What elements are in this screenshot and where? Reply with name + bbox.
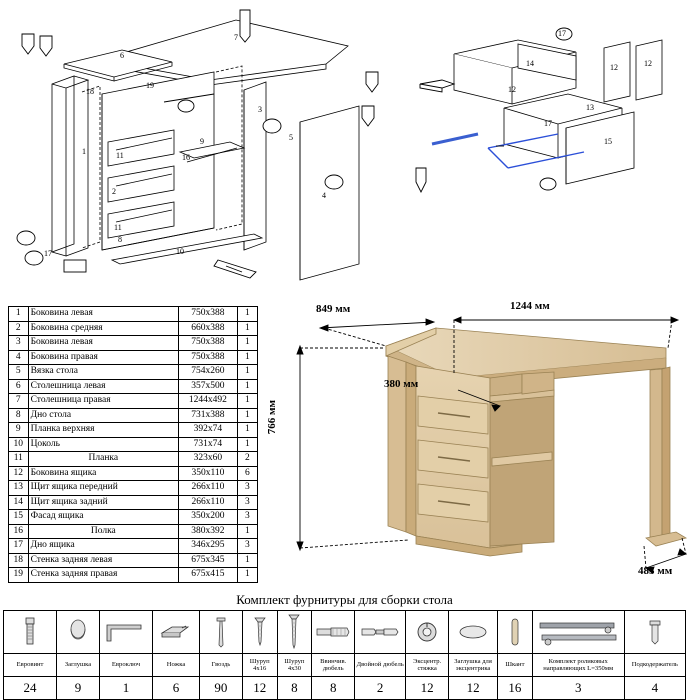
- hardware-kit-table: [3, 610, 686, 700]
- part-qty: 1: [237, 408, 257, 423]
- part-no: 4: [9, 350, 29, 365]
- dowel-icon: [498, 611, 533, 654]
- kit-item-name: Заглушка для эксцентрика: [449, 654, 498, 677]
- eccentric-icon: [406, 611, 449, 654]
- svg-text:15: 15: [604, 137, 612, 146]
- part-no: 15: [9, 510, 29, 525]
- part-name: Щит ящика передний: [28, 481, 178, 496]
- part-dim: 323x60: [179, 452, 238, 467]
- part-dim: 346x295: [179, 539, 238, 554]
- kit-item-qty: 8: [277, 677, 312, 700]
- part-dim: 266x110: [179, 495, 238, 510]
- table-row: [9, 437, 258, 452]
- screw-4x16-icon: [242, 611, 277, 654]
- part-name: Вязка стола: [28, 365, 178, 380]
- table-row: [9, 394, 258, 409]
- table-row: [9, 423, 258, 438]
- parts-table-body: [9, 307, 258, 583]
- part-no: 18: [9, 553, 29, 568]
- euro-screw-icon: [4, 611, 57, 654]
- kit-item-name: Заглушка: [57, 654, 100, 677]
- svg-text:17: 17: [558, 29, 566, 38]
- table-row: [9, 321, 258, 336]
- part-no: 6: [9, 379, 29, 394]
- part-qty: 3: [237, 495, 257, 510]
- part-dim: 1244x492: [179, 394, 238, 409]
- kit-item-qty: 90: [199, 677, 242, 700]
- part-no: 14: [9, 495, 29, 510]
- table-row: [9, 408, 258, 423]
- table-row: [9, 466, 258, 481]
- desk-inner-width-label: 380 мм: [384, 378, 419, 390]
- part-dim: 754x260: [179, 365, 238, 380]
- part-name: Боковина левая: [28, 307, 178, 322]
- kit-item-qty: 24: [4, 677, 57, 700]
- kit-item-name: Ножка: [153, 654, 200, 677]
- svg-text:18: 18: [86, 87, 94, 96]
- hardware-kit-title: Комплект фурнитуры для сборки стола: [236, 592, 453, 607]
- part-name: Стенка задняя правая: [28, 568, 178, 583]
- part-no: 7: [9, 394, 29, 409]
- drawer-exploded-svg: [408, 22, 686, 202]
- slide-rail-icon: [532, 611, 624, 654]
- part-qty: 1: [237, 307, 257, 322]
- kit-item-qty: 16: [498, 677, 533, 700]
- part-no: 13: [9, 481, 29, 496]
- part-name: Боковина ящика: [28, 466, 178, 481]
- desk-dimensioned-view: [258, 300, 688, 590]
- part-qty: 1: [237, 350, 257, 365]
- part-name: Щит ящика задний: [28, 495, 178, 510]
- desk-width-label: 1244 мм: [510, 300, 550, 312]
- part-no: 9: [9, 423, 29, 438]
- svg-text:8: 8: [118, 235, 122, 244]
- kit-item-qty: 4: [624, 677, 685, 700]
- kit-item-qty: 12: [449, 677, 498, 700]
- part-name: Стенка задняя левая: [28, 553, 178, 568]
- desk-depth-label: 849 мм: [316, 303, 351, 315]
- part-dim: 675x415: [179, 568, 238, 583]
- table-row: [9, 539, 258, 554]
- screw-4x30-icon: [277, 611, 312, 654]
- table-row: [9, 495, 258, 510]
- part-name: Цоколь: [28, 437, 178, 452]
- svg-text:11: 11: [114, 223, 122, 232]
- screw-in-dowel-icon: [312, 611, 355, 654]
- part-name: Дно стола: [28, 408, 178, 423]
- leg-icon: [153, 611, 200, 654]
- kit-item-qty: 12: [242, 677, 277, 700]
- svg-text:6: 6: [120, 51, 124, 60]
- part-dim: 357x500: [179, 379, 238, 394]
- table-row: [9, 336, 258, 351]
- part-qty: 1: [237, 336, 257, 351]
- svg-text:11: 11: [116, 151, 124, 160]
- part-no: 3: [9, 336, 29, 351]
- svg-text:9: 9: [200, 137, 204, 146]
- part-name: Планка верхняя: [28, 423, 178, 438]
- part-no: 2: [9, 321, 29, 336]
- part-name: Дно ящика: [28, 539, 178, 554]
- cabinet-exploded-svg: [4, 2, 404, 297]
- exploded-view-cabinet: [4, 2, 404, 297]
- part-qty: 3: [237, 539, 257, 554]
- svg-text:7: 7: [234, 33, 238, 42]
- svg-text:2: 2: [112, 187, 116, 196]
- part-qty: 2: [237, 452, 257, 467]
- part-qty: 1: [237, 423, 257, 438]
- part-qty: 1: [237, 437, 257, 452]
- table-row: [9, 350, 258, 365]
- kit-item-qty: 9: [57, 677, 100, 700]
- part-dim: 350x110: [179, 466, 238, 481]
- nail-icon: [199, 611, 242, 654]
- svg-text:17: 17: [544, 119, 552, 128]
- euro-key-icon: [99, 611, 152, 654]
- kit-item-name: Евроключ: [99, 654, 152, 677]
- kit-item-qty: 2: [355, 677, 406, 700]
- part-dim: 675x345: [179, 553, 238, 568]
- part-dim: 350x200: [179, 510, 238, 525]
- part-dim: 731x74: [179, 437, 238, 452]
- svg-text:16: 16: [182, 153, 190, 162]
- part-no: 19: [9, 568, 29, 583]
- parts-table: [8, 306, 258, 583]
- svg-text:12: 12: [644, 59, 652, 68]
- kit-qty-row: [4, 677, 686, 700]
- part-dim: 392x74: [179, 423, 238, 438]
- part-qty: 1: [237, 365, 257, 380]
- svg-text:12: 12: [508, 85, 516, 94]
- part-dim: 750x388: [179, 307, 238, 322]
- desk-foot-depth-label: 485 мм: [638, 565, 673, 577]
- table-row: [9, 510, 258, 525]
- part-name: Столешница левая: [28, 379, 178, 394]
- kit-item-name: Эксцентр. стяжка: [406, 654, 449, 677]
- svg-text:10: 10: [176, 247, 184, 256]
- table-row: [9, 524, 258, 539]
- svg-text:13: 13: [586, 103, 594, 112]
- kit-item-qty: 1: [99, 677, 152, 700]
- kit-item-name: Евровинт: [4, 654, 57, 677]
- part-dim: 750x388: [179, 336, 238, 351]
- part-no: 10: [9, 437, 29, 452]
- part-dim: 750x388: [179, 350, 238, 365]
- table-row: [9, 307, 258, 322]
- kit-item-name: Ввинчив. дюбель: [312, 654, 355, 677]
- table-row: [9, 553, 258, 568]
- table-row: [9, 365, 258, 380]
- svg-text:4: 4: [322, 191, 326, 200]
- part-no: 5: [9, 365, 29, 380]
- part-name: Столешница правая: [28, 394, 178, 409]
- part-dim: 660x388: [179, 321, 238, 336]
- eccentric-cap-icon: [449, 611, 498, 654]
- part-no: 8: [9, 408, 29, 423]
- part-dim: 731x388: [179, 408, 238, 423]
- part-qty: 1: [237, 553, 257, 568]
- kit-item-qty: 12: [406, 677, 449, 700]
- part-qty: 3: [237, 481, 257, 496]
- part-no: 16: [9, 524, 29, 539]
- kit-item-name: Шуруп 4х30: [277, 654, 312, 677]
- part-no: 17: [9, 539, 29, 554]
- svg-text:14: 14: [526, 59, 534, 68]
- cap-icon: [57, 611, 100, 654]
- svg-text:3: 3: [258, 105, 262, 114]
- kit-item-name: Двойной дюбель: [355, 654, 406, 677]
- table-row: [9, 481, 258, 496]
- part-dim: 380x392: [179, 524, 238, 539]
- part-no: 12: [9, 466, 29, 481]
- kit-item-name: Комплект роликовых направляющих L=350мм: [532, 654, 624, 677]
- part-no: 1: [9, 307, 29, 322]
- svg-text:19: 19: [146, 81, 154, 90]
- part-name: Фасад ящика: [28, 510, 178, 525]
- part-qty: 1: [237, 568, 257, 583]
- part-name: Боковина левая: [28, 336, 178, 351]
- part-qty: 3: [237, 510, 257, 525]
- kit-icons-row: [4, 611, 686, 654]
- double-dowel-icon: [355, 611, 406, 654]
- part-name: Боковина правая: [28, 350, 178, 365]
- part-dim: 266x110: [179, 481, 238, 496]
- part-qty: 1: [237, 524, 257, 539]
- table-row: [9, 568, 258, 583]
- kit-item-name: Шуруп 4х16: [242, 654, 277, 677]
- desk-svg: [258, 300, 688, 590]
- exploded-view-drawer: [408, 22, 686, 202]
- part-name: Боковина средняя: [28, 321, 178, 336]
- svg-text:12: 12: [610, 63, 618, 72]
- part-qty: 1: [237, 394, 257, 409]
- kit-item-qty: 6: [153, 677, 200, 700]
- svg-text:5: 5: [289, 133, 293, 142]
- part-no: 11: [9, 452, 29, 467]
- kit-item-name: Подкодержатель: [624, 654, 685, 677]
- part-name: Полка: [28, 524, 178, 539]
- part-name: Планка: [28, 452, 178, 467]
- kit-item-name: Гвоздь: [199, 654, 242, 677]
- kit-item-qty: 8: [312, 677, 355, 700]
- part-qty: 6: [237, 466, 257, 481]
- svg-text:1: 1: [82, 147, 86, 156]
- kit-item-qty: 3: [532, 677, 624, 700]
- svg-text:17: 17: [44, 249, 52, 258]
- table-row: [9, 452, 258, 467]
- kit-item-name: Шкант: [498, 654, 533, 677]
- part-qty: 1: [237, 379, 257, 394]
- part-qty: 1: [237, 321, 257, 336]
- table-row: [9, 379, 258, 394]
- desk-height-label: 766 мм: [266, 400, 278, 435]
- kit-names-row: [4, 654, 686, 677]
- cup-holder-icon: [624, 611, 685, 654]
